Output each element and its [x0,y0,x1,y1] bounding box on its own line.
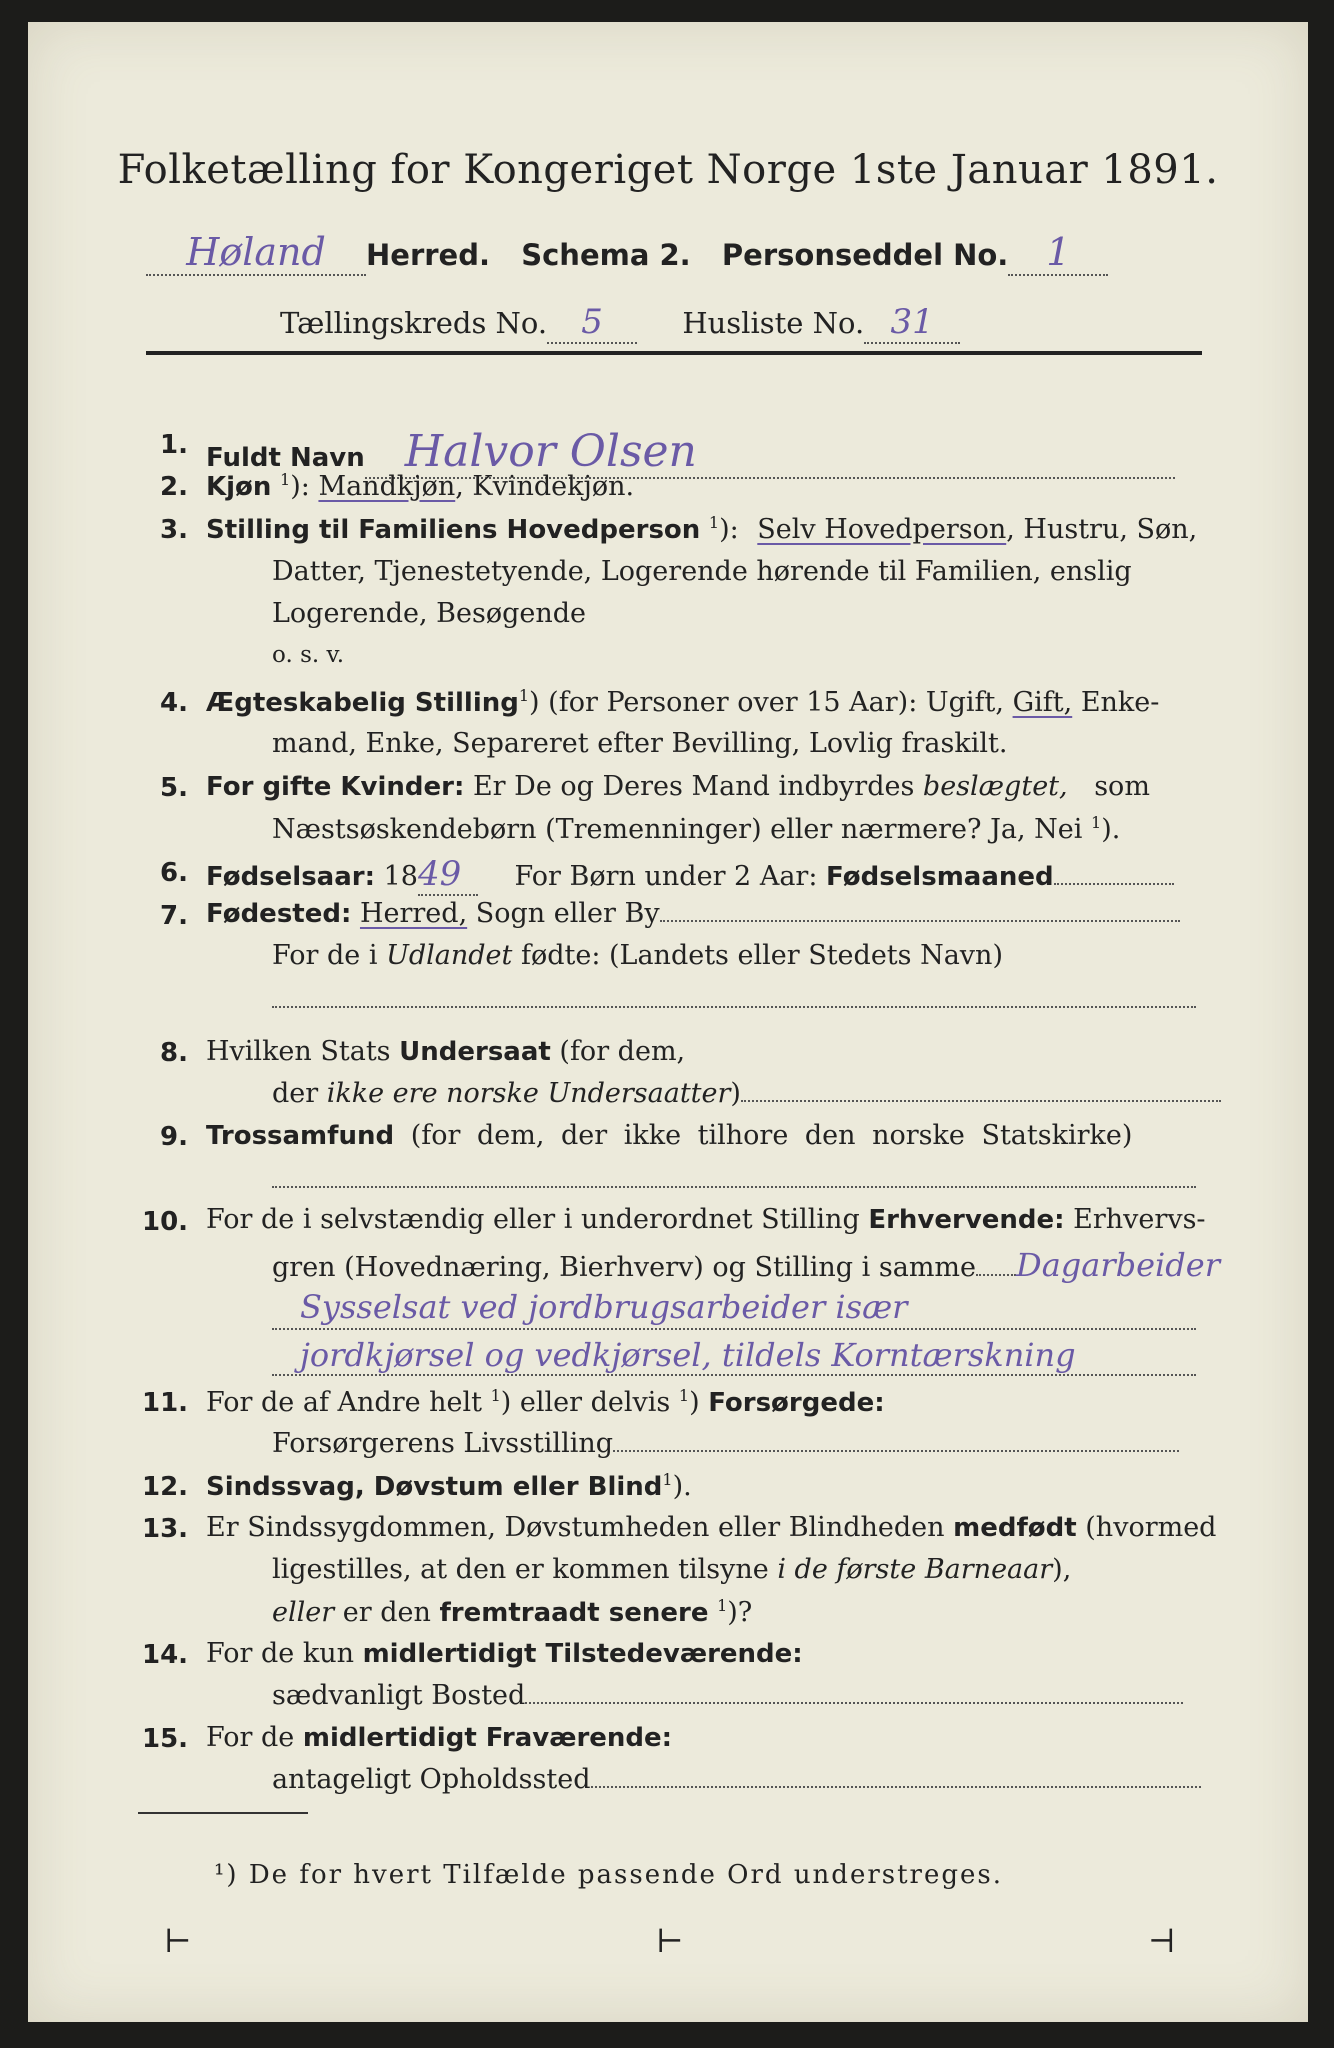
q3-line-4: o. s. v. [272,642,345,668]
q14-line-1: For de kun midlertidigt Tilstedeværende: [206,1638,803,1669]
herred-value: Høland [186,230,326,274]
q6-label: Fødselsaar: [206,862,375,892]
q6-value: 49 [417,854,462,894]
q2-option-kvindekjon: Kvindekjøn. [472,471,635,502]
census-form-page [28,22,1308,2022]
q11-number: 11. [142,1388,189,1418]
schema-label: Schema 2. [521,238,691,272]
q4-number: 4. [160,688,188,718]
q14-label: midlertidigt Tilstedeværende: [362,1639,803,1669]
q9-line: Trossamfund (for dem, der ikke tilhore den norske Statskirke) [206,1120,1133,1151]
q10-label: Erhvervende: [868,1205,1065,1235]
q7-number: 7. [160,901,188,931]
q11-line-1: For de af Andre helt $^1$) eller delvis $^1$) Forsørgede: [206,1386,885,1418]
q7-line-2: For de i Udlandet fødte: (Landets eller Stedets Navn) [272,940,1003,971]
footnote: ¹) De for hvert Tilfælde passende Ord understreges. [214,1860,1004,1890]
q2-number: 2. [160,472,188,502]
registration-mark-right: ⊣ [1148,1922,1176,1960]
husliste-value: 31 [890,302,934,342]
q9-label: Trossamfund [206,1121,395,1151]
q5-number: 5. [160,773,188,803]
q2-line: Kjøn $^1$): Mandkjøn, Kvindekjøn. [206,470,635,502]
q4-line-1: Ægteskabelig Stilling$^1$) (for Personer over 15 Aar): Ugift, Gift, Enke- [206,686,1160,718]
taellingskreds-label: Tællingskreds No. [280,306,548,340]
q9-blank-line [272,1186,1196,1188]
herred-label: Herred. [366,238,490,272]
q2-option-mandkjon: Mandkjøn [318,471,456,502]
q13-number: 13. [142,1514,189,1544]
q5-line-1: For gifte Kvinder: Er De og Deres Mand indbyrdes beslægtet, som [206,771,1150,802]
q3-option-selv: Selv Hovedperson [757,514,1007,545]
q1-number: 1. [160,430,188,460]
q3-label: Stilling til Familiens Hovedperson [206,515,701,545]
q15-number: 15. [142,1724,189,1754]
q11-label: Forsørgede: [708,1388,885,1418]
footnote-rule [138,1812,308,1814]
q7-option-herred: Herred, [359,898,468,929]
q10-line-2: gren (Hovednæring, Bierhverv) og Stilling i samme Dagarbeider [272,1246,1220,1284]
q12-line: Sindssvag, Døvstum eller Blind$^1$). [206,1470,692,1502]
q15-label: midlertidigt Fraværende: [302,1723,673,1753]
personseddel-label: Personseddel No. [721,238,1009,272]
form-title: Folketælling for Kongeriget Norge 1ste Januar 1891. [117,147,1219,193]
q13-line-3: eller er den fremtraadt senere $^1$)? [272,1596,753,1628]
q13-label-2: fremtraadt senere [439,1598,709,1628]
q15-line-2: antageligt Opholdssted [272,1764,1201,1795]
q6-line: Fødselsaar: 1849 For Børn under 2 Aar: Fødselsmaaned [206,854,1174,896]
taellingskreds-line [280,302,960,344]
q8-label: Undersaat [399,1037,551,1067]
q3-number: 3. [160,515,188,545]
q12-number: 12. [142,1472,189,1502]
q9-number: 9. [160,1122,188,1152]
q8-number: 8. [160,1038,188,1068]
q13-label: medfødt [953,1513,1077,1543]
registration-mark-center: ⊢ [656,1922,684,1960]
q4-option-gift: Gift, [1012,687,1073,718]
q5-label: For gifte Kvinder: [206,772,465,802]
personseddel-value: 1 [1046,230,1071,274]
q3-line-3: Logerende, Besøgende [272,598,586,629]
q13-line-1: Er Sindssygdommen, Døvstumheden eller Blindheden medfødt (hvormed [206,1512,1217,1543]
q12-label: Sindssvag, Døvstum eller Blind [206,1472,663,1502]
q2-label: Kjøn [206,472,272,502]
q10-value-1: Dagarbeider [1016,1246,1220,1284]
q10-value-3: jordkjørsel og vedkjørsel, tildels Korntærskning [300,1336,1076,1374]
q14-line-2: sædvanligt Bosted [272,1680,1183,1711]
q6-number: 6. [160,858,188,888]
q8-line-2: der ikke ere norske Undersaatter) [272,1078,1221,1109]
registration-mark-left: ⊢ [164,1922,192,1960]
q4-label: Ægteskabelig Stilling [206,688,519,718]
q7-line-1: Fødested: Herred, Sogn eller By [206,898,1180,929]
q5-line-2: Næstsøskendebørn (Tremenninger) eller nærmere? Ja, Nei $^1$). [272,813,1121,845]
q1-value: Halvor Olsen [404,426,697,477]
q10-value-2: Sysselsat ved jordbrugsarbeider især [300,1288,908,1326]
q15-line-1: For de midlertidigt Fraværende: [206,1722,673,1753]
q14-number: 14. [142,1640,189,1670]
q11-line-2: Forsørgerens Livsstilling [272,1428,1179,1459]
q10-line-1: For de i selvstændig eller i underordnet Stilling Erhvervende: Erhvervs- [206,1204,1206,1235]
q8-line-1: Hvilken Stats Undersaat (for dem, [206,1036,686,1067]
q7-blank-line [272,1006,1196,1008]
q6-label-2: Fødselsmaaned [826,862,1054,892]
q13-line-2: ligestilles, at den er kommen tilsyne i de første Barneaar), [272,1554,1072,1585]
q3-line-1: Stilling til Familiens Hovedperson $^1$): Selv Hovedperson, Hustru, Søn, [206,513,1198,545]
husliste-label: Husliste No. [682,306,865,340]
q1-label: Fuldt Navn [206,443,365,473]
q3-line-2: Datter, Tjenestetyende, Logerende hørende til Familien, enslig [272,556,1132,587]
q7-label: Fødested: [206,899,352,929]
header-rule [146,351,1202,355]
taellingskreds-value: 5 [581,302,603,342]
herred-line [146,230,1108,276]
q4-line-2: mand, Enke, Separeret efter Bevilling, Lovlig fraskilt. [272,728,1008,759]
q10-number: 10. [142,1207,189,1237]
